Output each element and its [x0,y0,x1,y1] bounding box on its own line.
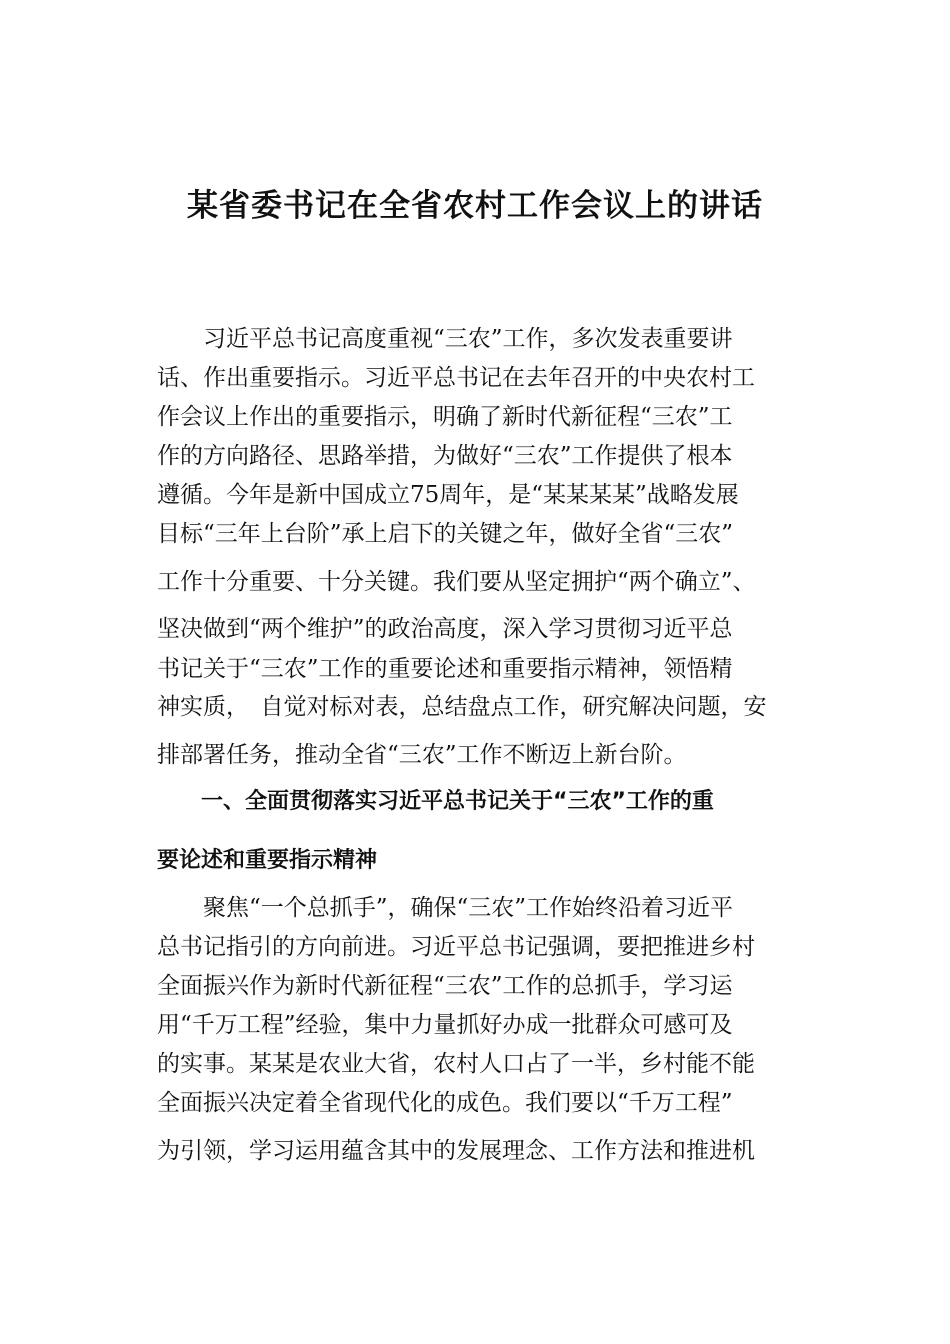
body-line: 为引领，学习运用蕴含其中的发展理念、工作方法和推进机 [157,1138,755,1164]
body-line: 神实质， 自觉对标对表，总结盘点工作，研究解决问题，安 [157,694,767,720]
body-line: 习近平总书记高度重视“三农”工作，多次发表重要讲 [157,326,733,352]
section-heading-line: 一、全面贯彻落实习近平总书记关于“三农”工作的重 [157,789,714,814]
body-line: 书记关于“三农”工作的重要论述和重要指示精神，领悟精 [157,656,733,682]
body-line: 全面振兴作为新时代新征程“三农”工作的总抓手，学习运 [157,973,733,999]
body-line: 用“千万工程”经验，集中力量抓好办成一批群众可感可及 [157,1012,733,1038]
body-line: 作的方向路径、思路举措，为做好“三农”工作提供了根本 [157,443,733,469]
section-heading-line: 要论述和重要指示精神 [157,848,378,873]
body-line: 坚决做到“两个维护”的政治高度，深入学习贯彻习近平总 [157,616,733,642]
body-line: 聚焦“一个总抓手”，确保“三农”工作始终沿着习近平 [157,895,734,921]
body-line: 作会议上作出的重要指示，明确了新时代新征程“三农”工 [157,404,733,430]
body-line: 全面振兴决定着全省现代化的成色。我们要以“千万工程” [157,1090,733,1116]
body-line: 遵循。今年是新中国成立75周年，是“某某某某”战略发展 [157,482,739,508]
body-line: 目标“三年上台阶”承上启下的关键之年，做好全省“三农” [157,521,734,547]
document-title: 某省委书记在全省农村工作会议上的讲话 [187,188,763,224]
body-line: 工作十分重要、十分关键。我们要从坚定拥护“两个确立”、 [157,569,756,595]
body-line: 话、作出重要指示。习近平总书记在去年召开的中央农村工 [157,365,755,391]
body-line: 排部署任务，推动全省“三农”工作不断迈上新台阶。 [157,742,687,768]
body-line: 的实事。某某是农业大省，农村人口占了一半，乡村能不能 [157,1051,755,1077]
body-line: 总书记指引的方向前进。习近平总书记强调，要把推进乡村 [157,934,755,960]
